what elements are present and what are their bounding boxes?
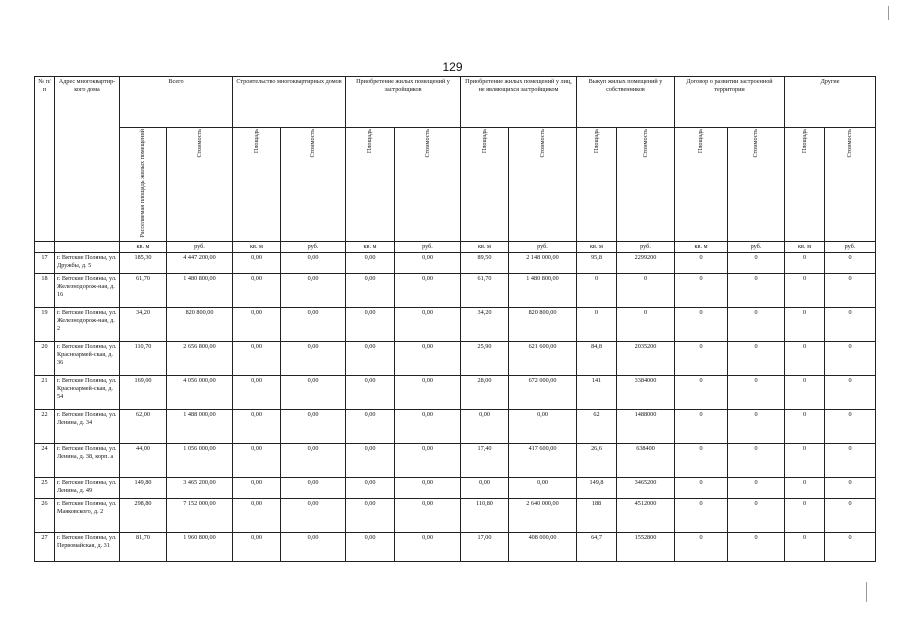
table-row: [35, 533, 876, 562]
table-row: [35, 444, 876, 478]
row-value: 2 656 800,00: [167, 342, 233, 376]
row-value: 621 600,00: [509, 342, 577, 376]
scan-edge-mark-top: [888, 6, 889, 20]
scan-edge-mark-bottom: [866, 582, 867, 602]
row-value: 84,8: [577, 342, 617, 376]
row-value: 0: [785, 444, 825, 478]
unit-label: руб.: [281, 242, 346, 253]
row-value: 61,70: [461, 274, 509, 308]
unit-label: кв. м: [461, 242, 509, 253]
row-value: 0,00: [233, 342, 281, 376]
row-value: 3465200: [617, 478, 675, 499]
row-value: 110,70: [120, 342, 167, 376]
subheader-purchase-dev-area: Площадь: [346, 128, 395, 242]
row-number: 24: [35, 444, 55, 478]
resettlement-table: [34, 76, 876, 562]
row-value: 0,00: [281, 410, 346, 444]
table-row: [35, 342, 876, 376]
row-value: 0,00: [281, 533, 346, 562]
row-value: 0,00: [281, 499, 346, 533]
row-value: 0: [785, 376, 825, 410]
subheader-other-area: Площадь: [785, 128, 825, 242]
unit-label: кв. м: [346, 242, 395, 253]
row-value: 4 447 200,00: [167, 253, 233, 274]
row-value: 0: [785, 308, 825, 342]
row-value: 185,30: [120, 253, 167, 274]
row-value: 44,00: [120, 444, 167, 478]
row-value: 81,70: [120, 533, 167, 562]
row-value: 0,00: [395, 376, 461, 410]
unit-label: кв. м: [785, 242, 825, 253]
row-value: 0,00: [395, 253, 461, 274]
row-value: 2035200: [617, 342, 675, 376]
row-value: 0: [728, 444, 785, 478]
row-value: 169,00: [120, 376, 167, 410]
unit-label: кв. м: [577, 242, 617, 253]
row-value: 0,00: [461, 478, 509, 499]
row-value: 820 800,00: [167, 308, 233, 342]
header-total: Всего: [120, 77, 233, 128]
row-value: 4 056 000,00: [167, 376, 233, 410]
row-value: 3384000: [617, 376, 675, 410]
row-value: 61,70: [120, 274, 167, 308]
row-value: 0: [785, 533, 825, 562]
row-value: 0,00: [395, 410, 461, 444]
table-row: [35, 478, 876, 499]
row-address: г. Вятские Поляны, ул. Ленина, д. 49: [55, 478, 120, 499]
row-value: 0: [675, 342, 728, 376]
row-value: 0: [728, 499, 785, 533]
row-value: 0: [728, 253, 785, 274]
row-value: 0: [675, 376, 728, 410]
row-value: 1 480 800,00: [167, 274, 233, 308]
row-value: 26,6: [577, 444, 617, 478]
row-value: 0: [785, 253, 825, 274]
row-number: 25: [35, 478, 55, 499]
row-value: 0,00: [233, 444, 281, 478]
row-address: г. Вятские Поляны, ул. Красноармей-ская, д. 36: [55, 342, 120, 376]
row-value: 0,00: [395, 533, 461, 562]
row-value: 1488000: [617, 410, 675, 444]
row-value: 1552800: [617, 533, 675, 562]
row-value: 0,00: [233, 533, 281, 562]
row-value: 0: [825, 376, 876, 410]
row-value: 0,00: [346, 478, 395, 499]
row-value: 62,00: [120, 410, 167, 444]
row-value: 34,20: [461, 308, 509, 342]
units-cell: [35, 242, 55, 253]
row-value: 0: [785, 410, 825, 444]
row-value: 0: [617, 308, 675, 342]
subheader-other-cost: Стоимость: [825, 128, 876, 242]
row-value: 62: [577, 410, 617, 444]
unit-label: кв. м: [233, 242, 281, 253]
subheader-buyout-area: Площадь: [577, 128, 617, 242]
row-value: 110,80: [461, 499, 509, 533]
row-value: 0,00: [233, 499, 281, 533]
table-row: [35, 499, 876, 533]
row-value: 0,00: [346, 253, 395, 274]
row-value: 0: [675, 478, 728, 499]
row-value: 0: [728, 533, 785, 562]
row-address: г. Вятские Поляны, ул. Маяковского, д. 2: [55, 499, 120, 533]
row-value: 34,20: [120, 308, 167, 342]
row-value: 0: [675, 499, 728, 533]
row-value: 0,00: [509, 478, 577, 499]
row-value: 0,00: [346, 308, 395, 342]
table-row: [35, 410, 876, 444]
row-value: 672 000,00: [509, 376, 577, 410]
row-value: 0: [785, 499, 825, 533]
row-value: 0: [675, 274, 728, 308]
row-address: г. Вятские Поляны, ул. Ленина, д. 38, корп. а: [55, 444, 120, 478]
row-value: 0,00: [233, 253, 281, 274]
row-value: 0,00: [346, 274, 395, 308]
row-address: г. Вятские Поляны, ул. Дружбы, д. 5: [55, 253, 120, 274]
row-number: 20: [35, 342, 55, 376]
header-address: Адрес многоквартир-кого дома: [55, 77, 120, 242]
row-value: 0: [785, 274, 825, 308]
row-value: 64,7: [577, 533, 617, 562]
row-value: 408 000,00: [509, 533, 577, 562]
row-value: 0,00: [395, 444, 461, 478]
row-number: 22: [35, 410, 55, 444]
row-value: 0: [825, 342, 876, 376]
row-value: 0: [577, 274, 617, 308]
row-address: г. Вятские Поляны, ул. Железнодорож-ная, д. 16: [55, 274, 120, 308]
unit-label: руб.: [617, 242, 675, 253]
row-value: 0: [825, 444, 876, 478]
subheader-construction-area: Площадь: [233, 128, 281, 242]
header-purchase-non-developers: Приобретение жилых помещений у лиц, не являющихся застройщиком: [461, 77, 577, 128]
row-value: 25,90: [461, 342, 509, 376]
row-value: 820 800,00: [509, 308, 577, 342]
header-other: Другие: [785, 77, 876, 128]
row-value: 0,00: [233, 478, 281, 499]
row-value: 0,00: [233, 376, 281, 410]
unit-label: кв. м: [675, 242, 728, 253]
row-value: 0: [825, 410, 876, 444]
row-value: 17,40: [461, 444, 509, 478]
row-value: 0: [675, 444, 728, 478]
row-value: 0: [728, 410, 785, 444]
row-value: 0: [825, 533, 876, 562]
subheader-purchase-nondev-cost: Стоимость: [509, 128, 577, 242]
row-value: 149,80: [120, 478, 167, 499]
row-value: 0,00: [233, 410, 281, 444]
row-value: 0: [728, 274, 785, 308]
row-value: 0: [785, 478, 825, 499]
row-value: 0: [825, 274, 876, 308]
row-value: 0,00: [233, 274, 281, 308]
row-address: г. Вятские Поляны, ул. Первомайская, д. 31: [55, 533, 120, 562]
subheader-resettled-area: Расселяемая площадь жилых помещений: [120, 128, 167, 242]
row-value: 0: [675, 253, 728, 274]
row-value: 0: [728, 342, 785, 376]
row-value: 0: [675, 410, 728, 444]
row-value: 17,00: [461, 533, 509, 562]
row-value: 2 640 000,00: [509, 499, 577, 533]
row-value: 28,00: [461, 376, 509, 410]
row-value: 149,8: [577, 478, 617, 499]
unit-label: руб.: [728, 242, 785, 253]
unit-label: руб.: [167, 242, 233, 253]
unit-label: кв. м: [120, 242, 167, 253]
row-value: 0: [728, 376, 785, 410]
subheader-territory-area: Площадь: [675, 128, 728, 242]
row-number: 26: [35, 499, 55, 533]
subheader-purchase-dev-cost: Стоимость: [395, 128, 461, 242]
row-value: 0,00: [281, 342, 346, 376]
table-row: [35, 308, 876, 342]
page-number: 129: [442, 60, 463, 74]
row-address: г. Вятские Поляны, ул. Железнодорож-ная, д. 2: [55, 308, 120, 342]
header-purchase-developers: Приобретение жилых помещений у застройщиков: [346, 77, 461, 128]
unit-label: руб.: [509, 242, 577, 253]
header-construction: Строительство многоквартирных домов: [233, 77, 346, 128]
row-value: 0,00: [395, 499, 461, 533]
row-value: 0,00: [509, 410, 577, 444]
row-value: 0,00: [281, 253, 346, 274]
row-value: 0,00: [281, 444, 346, 478]
unit-label: руб.: [825, 242, 876, 253]
table-row: [35, 274, 876, 308]
row-value: 0: [825, 478, 876, 499]
row-value: 0,00: [346, 444, 395, 478]
row-value: 0: [825, 308, 876, 342]
row-value: 0,00: [395, 308, 461, 342]
row-value: 2 148 000,00: [509, 253, 577, 274]
subheader-purchase-nondev-area: Площадь: [461, 128, 509, 242]
row-value: 0,00: [395, 274, 461, 308]
row-number: 18: [35, 274, 55, 308]
row-value: 638400: [617, 444, 675, 478]
subheader-construction-cost: Стоимость: [281, 128, 346, 242]
subheader-total-cost: Стоимость: [167, 128, 233, 242]
row-value: 0,00: [395, 478, 461, 499]
header-no: № п/п: [35, 77, 55, 242]
row-value: 1 480 800,00: [509, 274, 577, 308]
row-value: 0: [825, 253, 876, 274]
header-territory-agreement: Договор о развитии застроенной территории: [675, 77, 785, 128]
row-number: 17: [35, 253, 55, 274]
row-value: 3 465 200,00: [167, 478, 233, 499]
row-value: 0,00: [346, 499, 395, 533]
row-value: 0,00: [281, 308, 346, 342]
row-value: 298,80: [120, 499, 167, 533]
header-buyout: Выкуп жилых помещений у собственников: [577, 77, 675, 128]
table-body: [35, 253, 876, 562]
row-value: 4512000: [617, 499, 675, 533]
row-value: 0,00: [395, 342, 461, 376]
row-value: 0,00: [281, 274, 346, 308]
row-value: 141: [577, 376, 617, 410]
row-value: 0,00: [281, 376, 346, 410]
row-number: 27: [35, 533, 55, 562]
row-value: 0: [577, 308, 617, 342]
row-value: 0: [825, 499, 876, 533]
row-value: 0,00: [346, 342, 395, 376]
row-value: 0: [675, 533, 728, 562]
row-address: г. Вятские Поляны, ул. Красноармей-ская, д. 54: [55, 376, 120, 410]
table-row: [35, 253, 876, 274]
units-cell: [55, 242, 120, 253]
row-value: 0: [675, 308, 728, 342]
row-value: 0,00: [346, 533, 395, 562]
row-number: 19: [35, 308, 55, 342]
subheader-territory-cost: Стоимость: [728, 128, 785, 242]
unit-label: руб.: [395, 242, 461, 253]
row-value: 2299200: [617, 253, 675, 274]
units-row: [35, 242, 876, 253]
subheader-buyout-cost: Стоимость: [617, 128, 675, 242]
row-value: 0: [728, 308, 785, 342]
row-value: 1 488 000,00: [167, 410, 233, 444]
row-value: 0: [728, 478, 785, 499]
row-number: 21: [35, 376, 55, 410]
row-value: 0: [617, 274, 675, 308]
row-value: 0: [785, 342, 825, 376]
row-value: 417 600,00: [509, 444, 577, 478]
row-value: 0,00: [346, 376, 395, 410]
row-value: 0,00: [346, 410, 395, 444]
table-row: [35, 376, 876, 410]
row-value: 0,00: [233, 308, 281, 342]
row-value: 0,00: [461, 410, 509, 444]
row-value: 188: [577, 499, 617, 533]
row-value: 89,50: [461, 253, 509, 274]
row-value: 7 152 000,00: [167, 499, 233, 533]
row-address: г. Вятские Поляны, ул. Ленина, д. 34: [55, 410, 120, 444]
row-value: 1 056 000,00: [167, 444, 233, 478]
row-value: 0,00: [281, 478, 346, 499]
row-value: 1 960 800,00: [167, 533, 233, 562]
row-value: 95,8: [577, 253, 617, 274]
